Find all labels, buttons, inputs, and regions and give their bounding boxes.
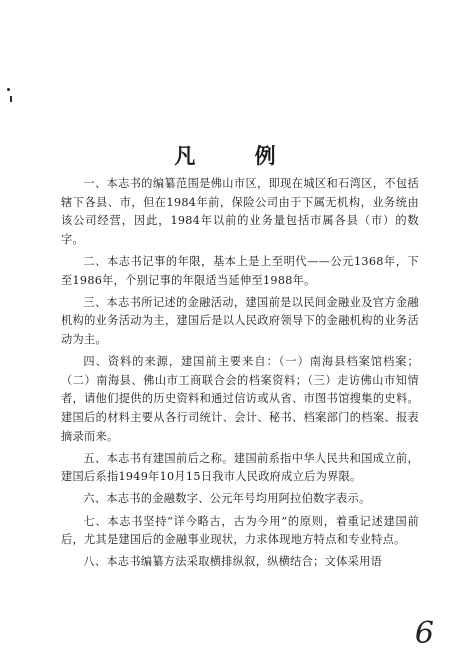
page-number: 6 [414,616,434,651]
scan-speck [7,88,10,91]
scan-speck [10,96,12,102]
paragraph-5: 五、本志书有建国前后之称。建国前系指中华人民共和国成立前，建国后系指1949年10月15日我市人民政府成立后为界限。 [61,451,419,484]
page-title: 凡 例 [174,143,302,169]
paragraph-8: 八、本志书编纂方法采取横排纵叙，纵横结合；文体采用语 [83,555,383,569]
paragraph-6: 六、本志书的金融数字、公元年号均用阿拉伯数字表示。 [83,492,371,506]
paragraph-2: 二、本志书记事的年限，基本上是上至明代——公元1368年，下至1986年，个别记事的年限适当延伸至1988年。 [61,254,419,287]
paragraph-3: 三、本志书所记述的金融活动，建国前是以民间金融业及官方金融机构的业务活动为主，建国后是以人民政府领导下的金融机构的业务活动为主。 [61,295,419,346]
paragraph-4: 四、资料的来源，建国前主要来自：（一）南海县档案馆档案；（二）南海县、佛山市工商联合会的档案资料；（三）走访佛山市知情者，请他们提供的历史资料和通过信访或从省、市图书馆搜集的史料。建国后的材料主要从各行司统计、会计、秘书、档案部门的档案、报表摘录而来。 [61,355,419,443]
body-text [61,175,419,576]
paragraph-7: 七、本志书坚持“详今略古，古为今用”的原则，着重记述建国前后，尤其是建国后的金融事业现状，力求体现地方特点和专业特点。 [61,514,419,547]
paragraph-1: 一、本志书的编纂范围是佛山市区，即现在城区和石湾区，不包括辖下各县、市，但在1984年前，保险公司由于下属无机构，业务统由该公司经营，因此，1984年以前的业务量包括市属各县（市）的数字。 [61,177,419,246]
